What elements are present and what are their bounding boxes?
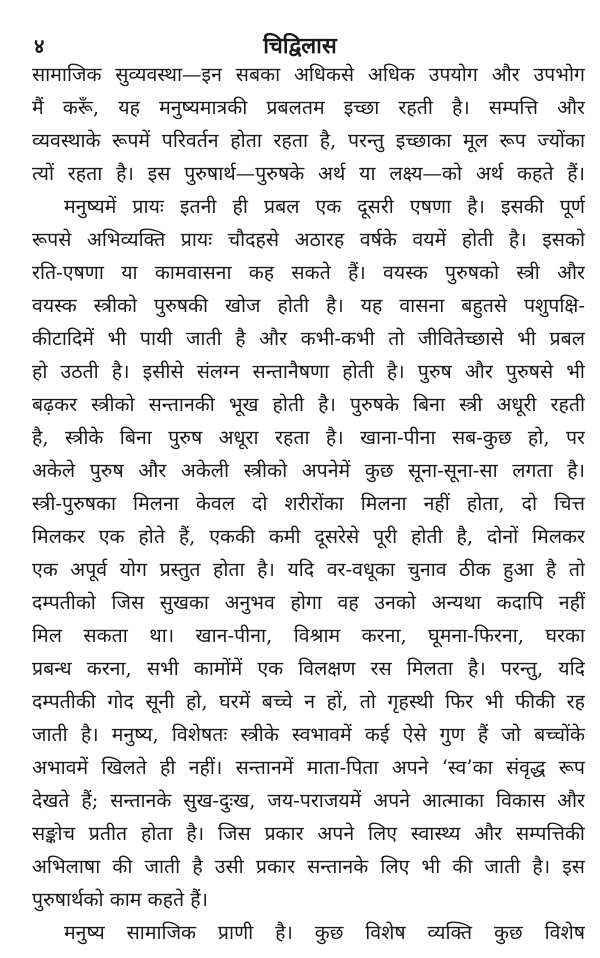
text-line: है, स्त्रीके बिना पुरुष अधूरा रहता है। खाना-पीना सब-कुछ हो, पर — [32, 426, 585, 449]
text-line: स्त्री-पुरुषका मिलना केवल दो शरीरोंका मिलना नहीं होता, दो चित्त — [32, 492, 585, 515]
text-line: अभिलाषा की जाती है उसी प्रकार सन्तानके लिए भी की जाती है। इस — [32, 855, 585, 878]
text-line: अकेले पुरुष और अकेली स्त्रीको अपनेमें कुछ सूना-सूना-सा लगता है। — [32, 459, 585, 482]
text-line: मिलकर एक होते हैं, एककी कमी दूसरेसे पूरी होती है, दोनों मिलकर — [32, 525, 585, 548]
page-number: ४ — [34, 34, 45, 58]
text-line: दम्पतीकी गोद सूनी हो, घरमें बच्चे न हों, तो गृहस्थी फिर भी फीकी रह — [32, 690, 585, 713]
text-line: एक अपूर्व योग प्रस्तुत होता है। यदि वर-वधूका चुनाव ठीक हुआ है तो — [32, 558, 585, 581]
text-line: कीटादिमें भी पायी जाती है और कभी-कभी तो जीवितेच्छासे भी प्रबल — [32, 327, 585, 350]
text-line: बढ़कर स्त्रीको सन्तानकी भूख होती है। पुरुषके बिना स्त्री अधूरी रहती — [32, 393, 585, 416]
page-body — [32, 58, 585, 949]
text-line: वयस्क स्त्रीको पुरुषकी खोज होती है। यह वासना बहुतसे पशुपक्षि- — [32, 294, 585, 317]
text-line: अभावमें खिलते ही नहीं। सन्तानमें माता-पिता अपने ‘स्व’का संवृद्ध रूप — [32, 756, 585, 779]
text-line: मैं करूँ, यह मनुष्यमात्रकी प्रबलतम इच्छा रहती है। सम्पत्ति और — [32, 96, 585, 119]
text-line: सामाजिक सुव्यवस्था—इन सबका अधिकसे अधिक उपयोग और उपभोग — [32, 63, 585, 86]
text-line: व्यवस्थाके रूपमें परिवर्तन होता रहता है, परन्तु इच्छाका मूल रूप ज्योंका — [32, 129, 585, 152]
text-line: जाती है। मनुष्य, विशेषतः स्त्रीके स्वभावमें कई ऐसे गुण हैं जो बच्चोंके — [32, 723, 585, 746]
text-line: देखते हैं; सन्तानके सुख-दुःख, जय-पराजयमें अपने आत्माका विकास और — [32, 789, 585, 812]
text-line: मनुष्यमें प्रायः इतनी ही प्रबल एक दूसरी एषणा है। इसकी पूर्ण — [64, 195, 585, 218]
text-line: सङ्कोच प्रतीत होता है। जिस प्रकार अपने लिए स्वास्थ्य और सम्पत्तिकी — [32, 822, 585, 845]
text-line: दम्पतीको जिस सुखका अनुभव होगा वह उनको अन्यथा कदापि नहीं — [32, 591, 585, 614]
text-line: त्यों रहता है। इस पुरुषार्थ—पुरुषके अर्थ या लक्ष्य—को अर्थ कहते हैं। — [32, 162, 585, 185]
text-line: रति-एषणा या कामवासना कह सकते हैं। वयस्क पुरुषको स्त्री और — [32, 261, 585, 284]
running-title: चिद्विलास — [263, 33, 337, 59]
text-line: मिल सकता था। खान-पीना, विश्राम करना, घूमना-फिरना, घरका — [32, 624, 585, 647]
text-line: मनुष्य सामाजिक प्राणी है। कुछ विशेष व्यक्ति कुछ विशेष — [64, 921, 585, 944]
text-line: हो उठती है। इसीसे संलग्न सन्तानैषणा होती है। पुरुष और पुरुषसे भी — [32, 360, 585, 383]
text-line: पुरुषार्थको काम कहते हैं। — [32, 888, 209, 911]
text-line: प्रबन्ध करना, सभी कामोंमें एक विलक्षण रस मिलता है। परन्तु, यदि — [32, 657, 585, 680]
text-line: रूपसे अभिव्यक्ति प्रायः चौदहसे अठारह वर्षके वयमें होती है। इसको — [32, 228, 585, 251]
